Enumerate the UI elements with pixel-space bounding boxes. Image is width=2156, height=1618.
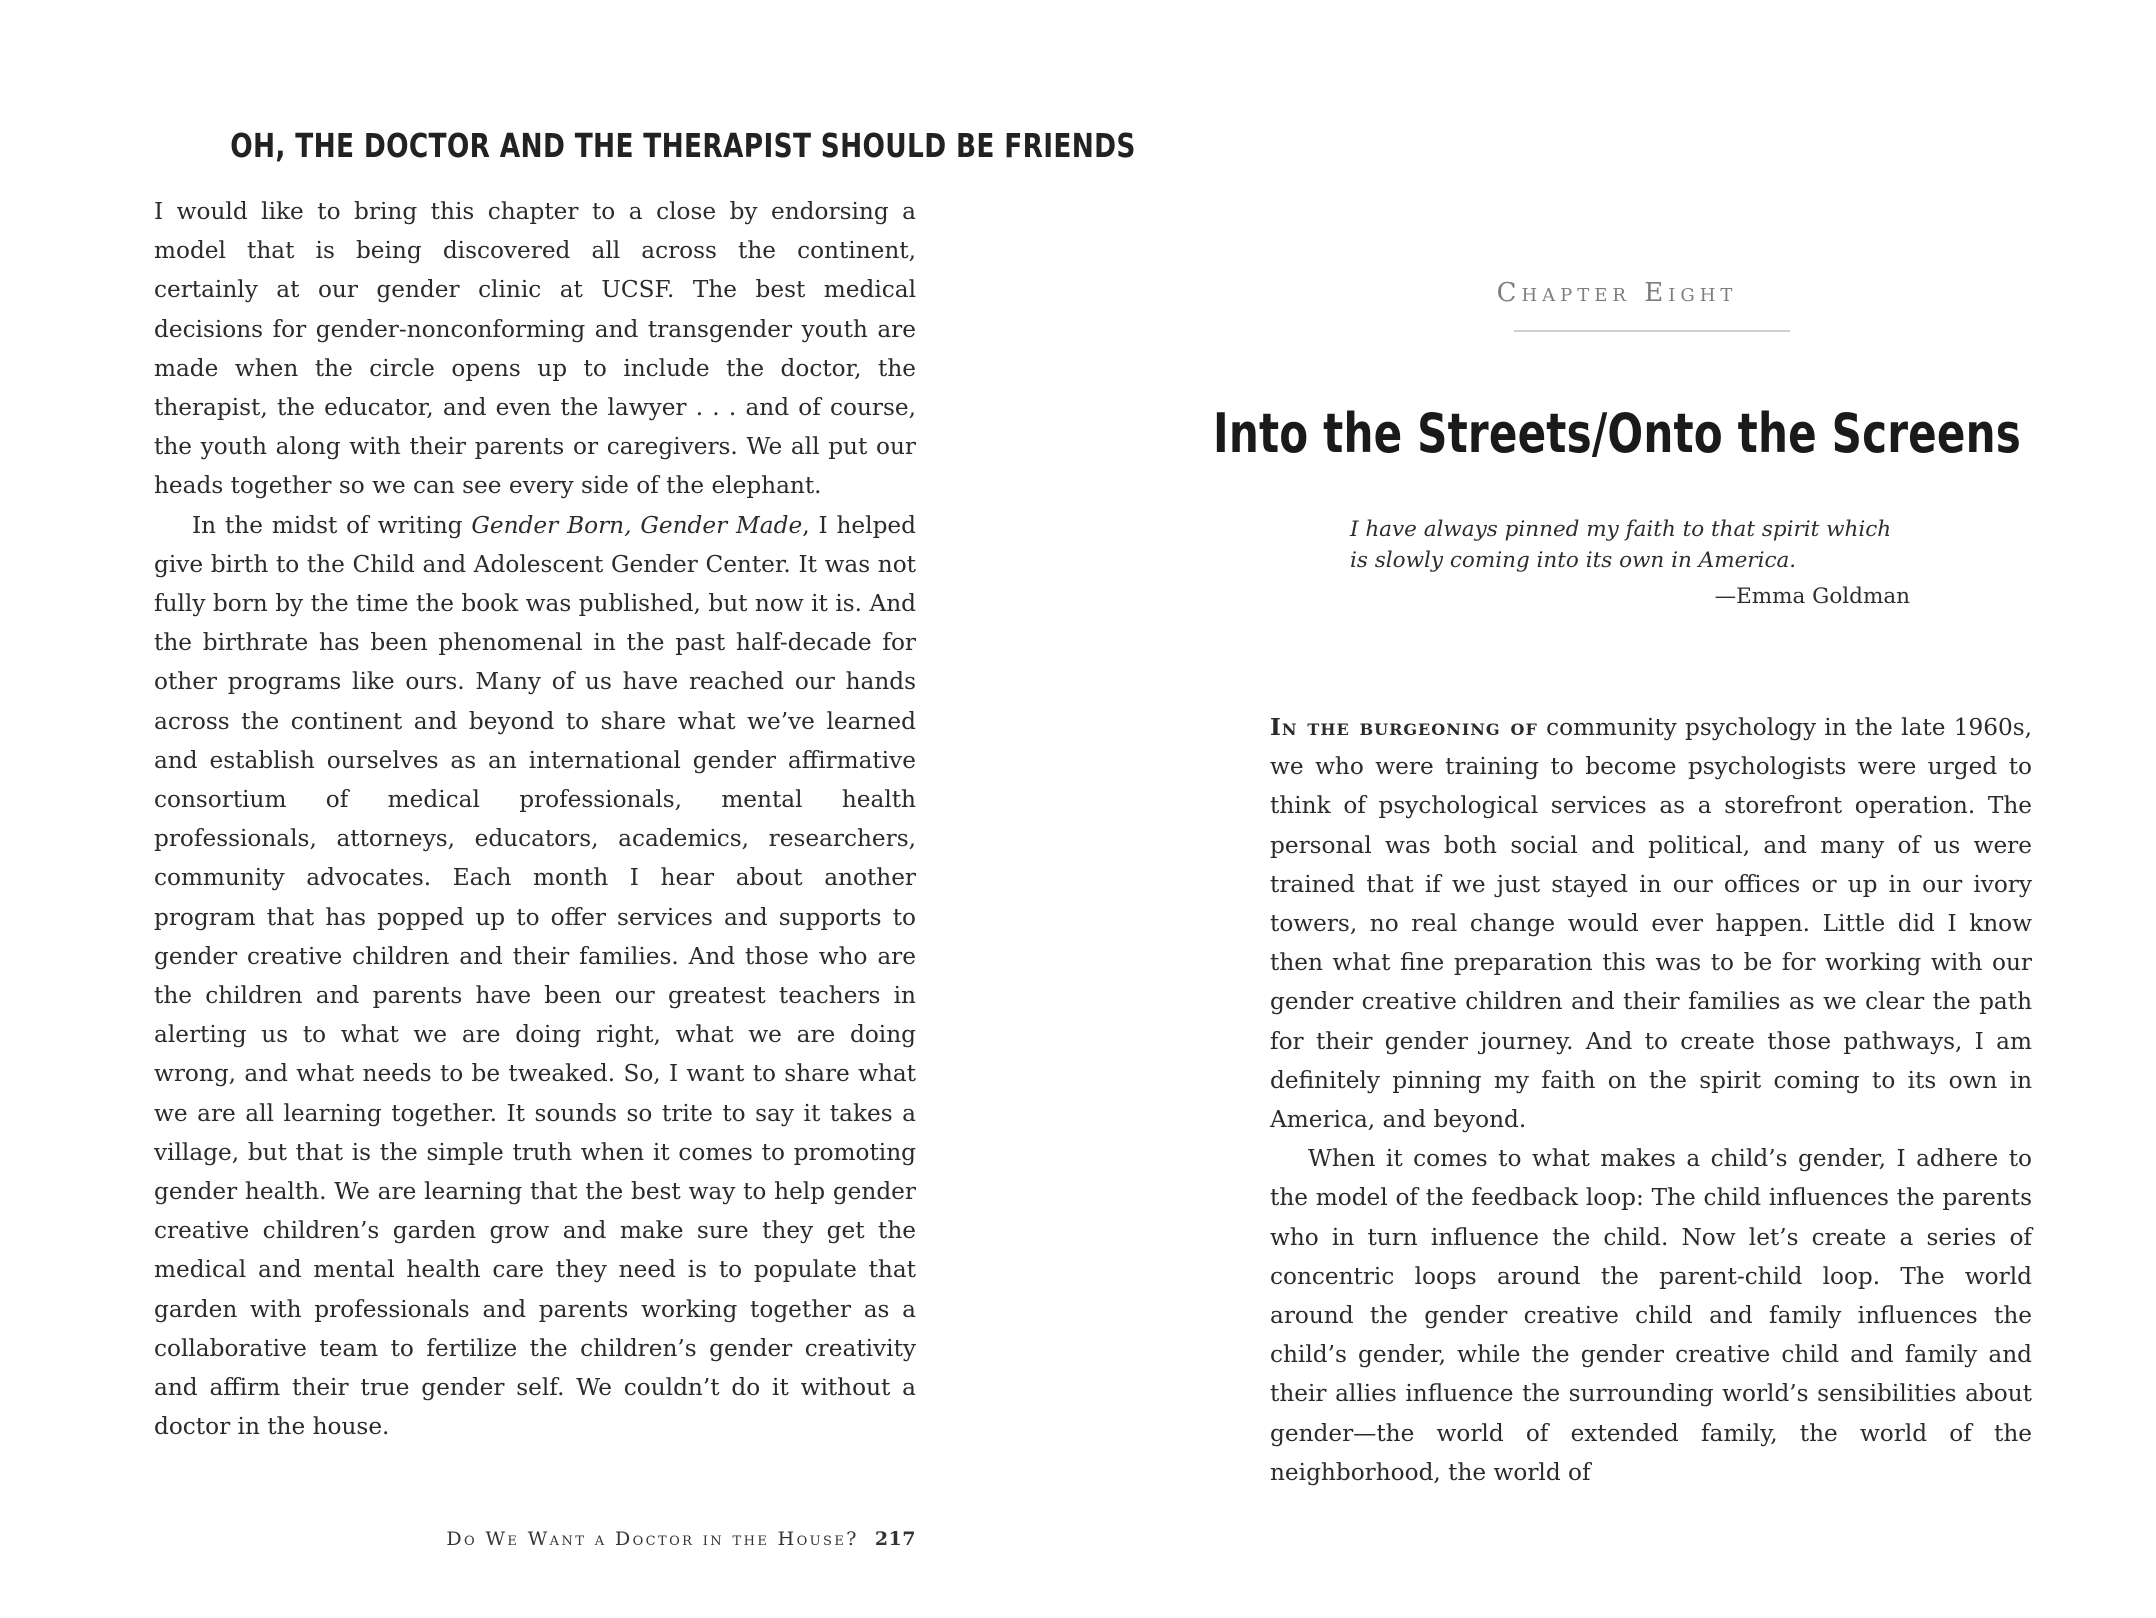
epigraph-quote: I have always pinned my faith to that spirit which is slowly coming into its own in America.: [1350, 517, 1892, 573]
right-paragraph-1-text: community psychology in the late 1960s, we who were training to become psychologists were urged to think of psychological services as a storefront operation. The personal was both social and political, and many of us were trained that if we just stayed in our offices or up in our ivory towers, no real change would ever happen. Little did I know then what fine preparation this was to be for working with our gender creative children and their families as we clear the path for their gender journey. And to create those pathways, I am definitely pinning my faith on the spirit coming to its own in America, and beyond.: [1270, 714, 2032, 1134]
chapter-divider: [1514, 330, 1790, 332]
running-footer: [154, 1528, 916, 1550]
left-paragraph-1-text: I would like to bring this chapter to a close by endorsing a model that is being discovered all across the continent, certainly at our gender clinic at UCSF. The best medical decisions for gender-nonconforming and transgender youth are made when the circle opens up to include the doctor, the therapist, the educator, and even the lawyer . . . and of course, the youth along with their parents or caregivers. We all put our heads together so we can see every side of the elephant.: [154, 198, 916, 500]
left-paragraph-2: [154, 506, 916, 1447]
left-paragraph-1: [154, 192, 916, 506]
right-paragraph-1: [1270, 708, 2032, 1139]
page-number: 217: [874, 1528, 916, 1550]
left-paragraph-2-text-b: , I helped give birth to the Child and Adolescent Gender Center. It was not fully born by the time the book was published, but now it is. And the birthrate has been phenomenal in the past half-decade for other programs like ours. Many of us have reached our hands across the continent and beyond to share what we’ve learned and establish ourselves as an international gender affirmative consortium of medical professionals, mental health professionals, attorneys, educators, academics, researchers, community advocates. Each month I hear about another program that has popped up to offer services and supports to gender creative children and their families. And those who are the children and parents have been our greatest teachers in alerting us to what we are doing right, what we are doing wrong, and what needs to be tweaked. So, I want to share what we are all learning together. It sounds so trite to say it takes a village, but that is the simple truth when it comes to promoting gender health. We are learning that the best way to help gender creative children’s garden grow and make sure they get the medical and mental health care they need is to populate that garden with professionals and parents working together as a collaborative team to fertilize the children’s gender creativity and affirm their true gender self. We couldn’t do it without a doctor in the house.: [154, 511, 916, 1441]
running-title: Do We Want a Doctor in the House?: [446, 1528, 859, 1550]
book-title: Gender Born, Gender Made: [471, 511, 803, 539]
section-heading: OH, THE DOCTOR AND THE THERAPIST SHOULD BE FRIENDS: [230, 126, 1136, 165]
right-page: [1078, 0, 2156, 1618]
chapter-label: Chapter Eight: [1496, 278, 1738, 308]
right-paragraph-2-text: When it comes to what makes a child’s gender, I adhere to the model of the feedback loop: The child influences the parents who in turn influence the child. Now let’s create a series of concentric loops around the parent-child loop. The world around the gender creative child and family influences the child’s gender, while the gender creative child and family and their allies influence the surrounding world’s sensibilities about gender—the world of extended family, the world of the neighborhood, the world of: [1270, 1145, 2032, 1486]
epigraph: [1350, 514, 1910, 614]
chapter-title: Into the Streets/Onto the Screens: [1212, 402, 2022, 465]
right-body-text: [1270, 708, 2032, 1492]
epigraph-attribution: —Emma Goldman: [1714, 584, 1910, 609]
right-paragraph-2: [1270, 1139, 2032, 1492]
left-paragraph-2-text-a: In the midst of writing: [192, 511, 472, 539]
left-body-text: [154, 192, 916, 1447]
lead-in: In the burgeoning of: [1270, 714, 1538, 741]
